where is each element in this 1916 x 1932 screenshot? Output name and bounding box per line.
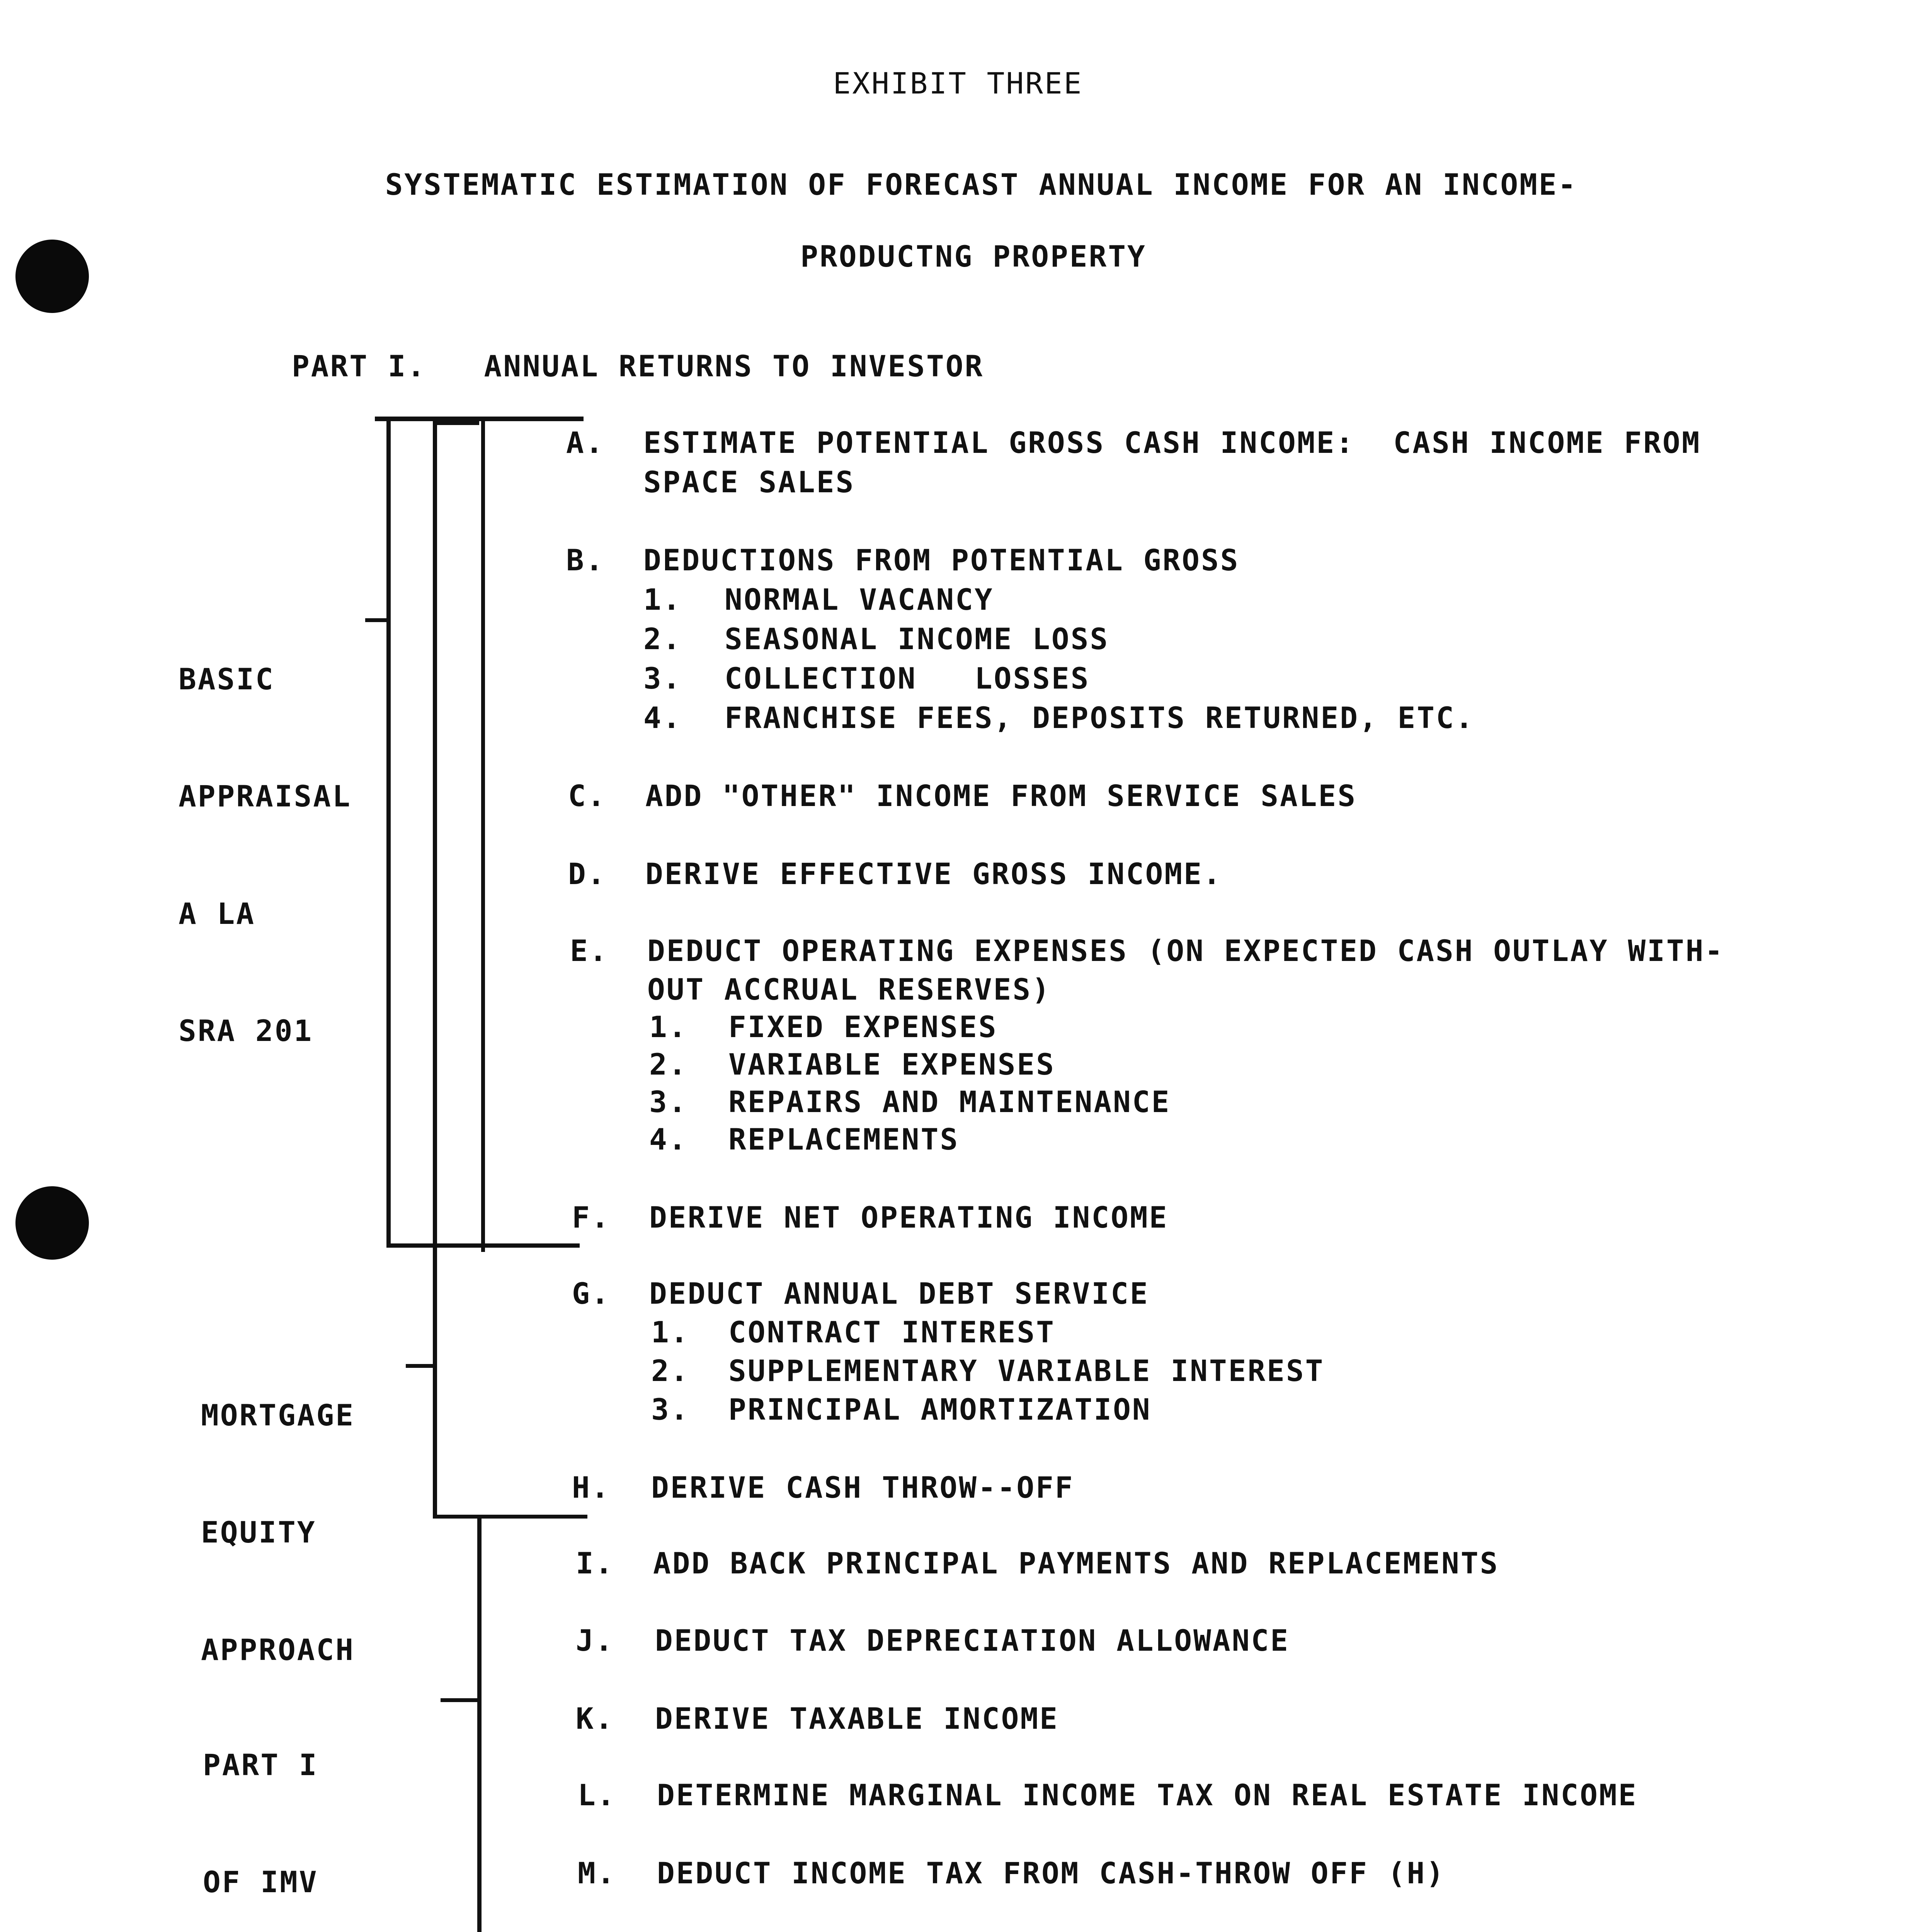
sub-item-text: SEASONAL INCOME LOSS (725, 622, 1109, 656)
step-text: DERIVE TAXABLE INCOME (655, 1701, 1059, 1736)
step-text: DERIVE CASH THROW--OFF (651, 1470, 1074, 1505)
sub-item-text: VARIABLE EXPENSES (728, 1047, 1055, 1082)
sub-item-number: 1. (643, 582, 682, 617)
exhibit-label: EXHIBIT THREE (833, 66, 1083, 100)
sub-item-number: 2. (649, 1047, 688, 1082)
document-title-line-1: SYSTEMATIC ESTIMATION OF FORECAST ANNUAL INCOME FOR AN INCOME- (385, 167, 1577, 202)
sub-item-text: REPLACEMENTS (728, 1122, 960, 1156)
sub-item-text: FRANCHISE FEES, DEPOSITS RETURNED, ETC. (725, 701, 1475, 735)
step-letter: A. (566, 425, 605, 460)
step-text: SPACE SALES (643, 465, 855, 499)
step-text: DETERMINE MARGINAL INCOME TAX ON REAL ESTATE INCOME (657, 1778, 1638, 1812)
sub-item-text: CONTRACT INTEREST (728, 1315, 1055, 1349)
step-text: ESTIMATE POTENTIAL GROSS CASH INCOME: CASH INCOME FROM (643, 425, 1701, 460)
sub-item-number: 3. (651, 1392, 690, 1427)
step-text: DEDUCT OPERATING EXPENSES (ON EXPECTED CASH OUTLAY WITH- (647, 934, 1724, 968)
step-letter: H. (572, 1470, 611, 1505)
step-text: DERIVE EFFECTIVE GROSS INCOME. (645, 857, 1222, 891)
step-text: DEDUCT INCOME TAX FROM CASH-THROW OFF (H) (657, 1856, 1445, 1890)
step-letter: F. (572, 1200, 611, 1235)
step-letter: D. (568, 857, 607, 891)
step-letter: L. (578, 1778, 616, 1812)
sub-item-text: SUPPLEMENTARY VARIABLE INTEREST (728, 1354, 1325, 1388)
bracket-label-basic-appraisal: BASIC APPRAISAL A LA SRA 201 (179, 662, 352, 1048)
punch-hole-middle (15, 1186, 89, 1260)
step-text: ADD BACK PRINCIPAL PAYMENTS AND REPLACEMENTS (653, 1546, 1499, 1580)
sub-item-text: FIXED EXPENSES (728, 1010, 998, 1044)
step-text: DEDUCTIONS FROM POTENTIAL GROSS (643, 543, 1240, 577)
step-text: DERIVE NET OPERATING INCOME (649, 1200, 1169, 1235)
sub-item-number: 3. (649, 1085, 688, 1119)
sub-item-number: 1. (649, 1010, 688, 1044)
step-letter: E. (570, 934, 609, 968)
step-letter: M. (578, 1856, 616, 1890)
step-letter: B. (566, 543, 605, 577)
step-letter: K. (576, 1701, 614, 1736)
step-letter: C. (568, 779, 607, 813)
step-text: OUT ACCRUAL RESERVES) (647, 972, 1051, 1007)
step-text: DEDUCT ANNUAL DEBT SERVICE (649, 1276, 1149, 1311)
sub-item-number: 4. (649, 1122, 688, 1156)
sub-item-number: 3. (643, 661, 682, 696)
bracket-label-mortgage-equity: MORTGAGE EQUITY APPROACH (201, 1398, 355, 1667)
sub-item-number: 1. (651, 1315, 690, 1349)
sub-item-text: PRINCIPAL AMORTIZATION (728, 1392, 1152, 1427)
sub-item-text: COLLECTION LOSSES (725, 661, 1090, 696)
step-text: ADD "OTHER" INCOME FROM SERVICE SALES (645, 779, 1357, 813)
sub-item-number: 4. (643, 701, 682, 735)
part-1-heading: PART I. ANNUAL RETURNS TO INVESTOR (292, 349, 984, 383)
sub-item-text: REPAIRS AND MAINTENANCE (728, 1085, 1171, 1119)
step-letter: J. (576, 1623, 614, 1658)
step-text: DEDUCT TAX DEPRECIATION ALLOWANCE (655, 1623, 1290, 1658)
document-title-line-2: PRODUCTNG PROPERTY (800, 239, 1147, 274)
bracket-label-investment-value: PART I OF IMV (203, 1748, 318, 1900)
step-letter: I. (576, 1546, 614, 1580)
sub-item-number: 2. (651, 1354, 690, 1388)
sub-item-text: NORMAL VACANCY (725, 582, 994, 617)
step-letter: G. (572, 1276, 611, 1311)
sub-item-number: 2. (643, 622, 682, 656)
